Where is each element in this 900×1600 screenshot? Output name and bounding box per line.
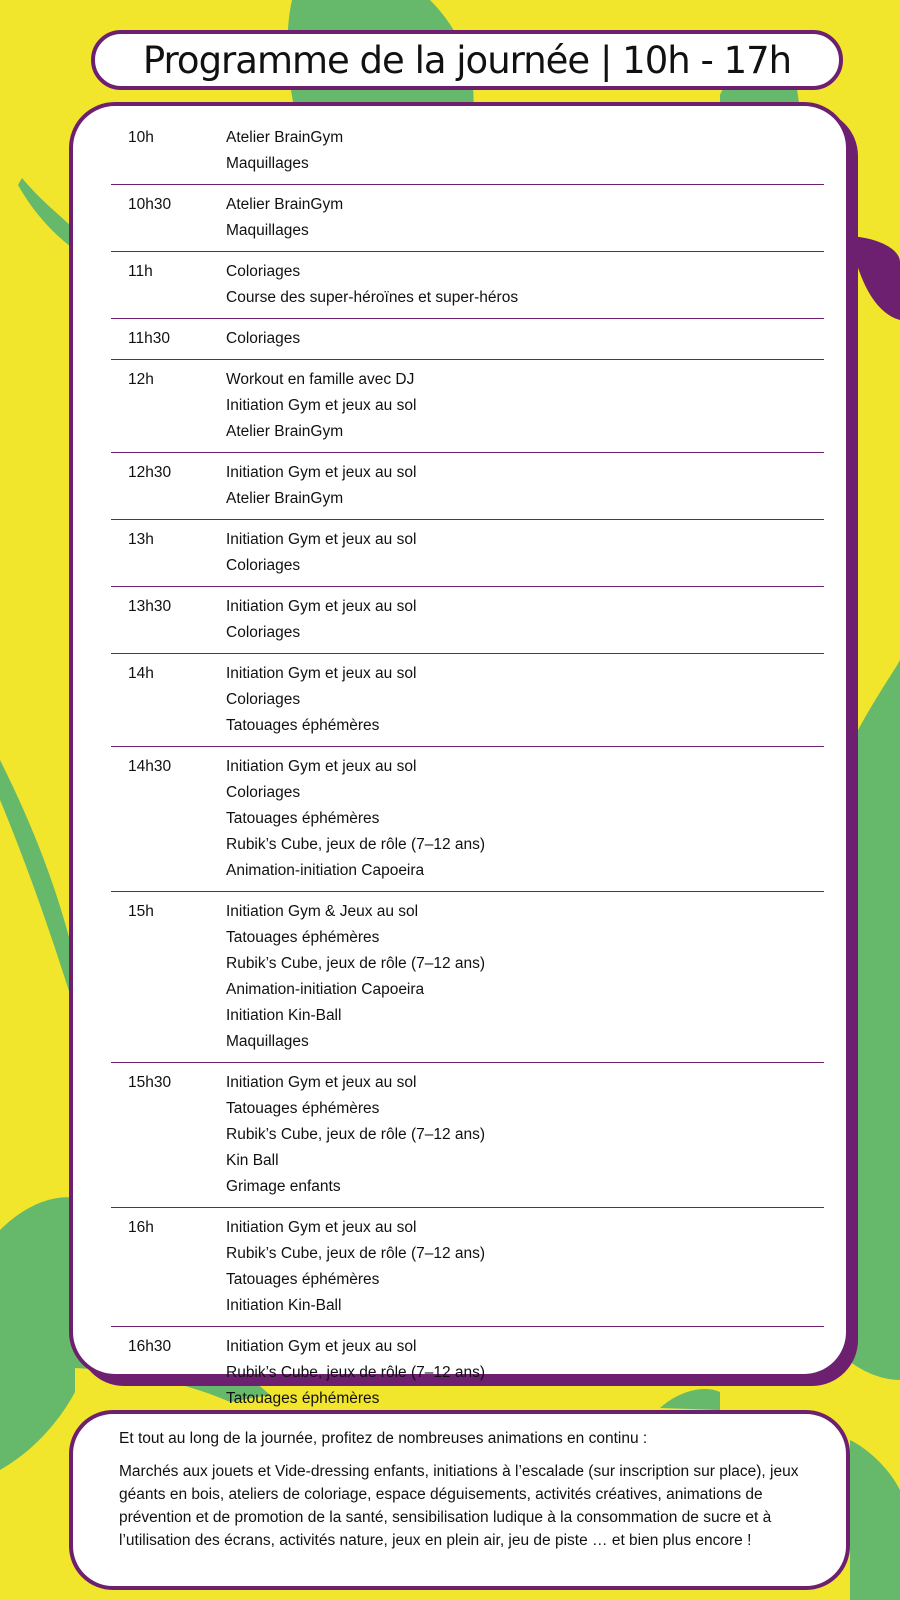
activity-item: Course des super-héroïnes et super-héros — [226, 289, 519, 306]
activity-list — [226, 527, 824, 579]
activity-item: Initiation Gym et jeux au sol — [226, 1219, 417, 1236]
activity-item: Rubik’s Cube, jeux de rôle (7–12 ans) — [226, 1364, 486, 1381]
activity-list — [226, 326, 824, 352]
activity-item: Coloriages — [226, 624, 301, 641]
activity-item: Tatouages éphémères — [226, 1100, 380, 1117]
time-slot: 11h30 — [128, 330, 170, 347]
activity-item: Tatouages éphémères — [226, 810, 380, 827]
activity-item: Initiation Kin-Ball — [226, 1297, 342, 1314]
activity-item: Coloriages — [226, 330, 301, 347]
activity-item: Kin Ball — [226, 1152, 279, 1169]
schedule-row — [111, 892, 824, 1063]
schedule-row — [111, 360, 824, 453]
activity-item: Rubik’s Cube, jeux de rôle (7–12 ans) — [226, 1245, 486, 1262]
activity-item: Initiation Gym et jeux au sol — [226, 598, 417, 615]
activity-list — [226, 1070, 824, 1200]
time-slot: 15h30 — [128, 1074, 172, 1091]
leaf-shape-left-bottom — [0, 1197, 75, 1470]
time-slot: 10h30 — [128, 196, 172, 213]
activity-item: Initiation Gym et jeux au sol — [226, 531, 417, 548]
leaf-stem-left-mid — [0, 760, 75, 1010]
time-slot: 11h — [128, 263, 153, 280]
time-slot: 10h — [128, 129, 154, 146]
schedule-row — [111, 319, 824, 360]
activity-item: Coloriages — [226, 263, 301, 280]
activity-list — [226, 899, 824, 1055]
activity-item: Initiation Gym et jeux au sol — [226, 758, 417, 775]
activity-item: Rubik’s Cube, jeux de rôle (7–12 ans) — [226, 1126, 486, 1143]
continuous-activities-list: Marchés aux jouets et Vide-dressing enfants, initiations à l’escalade (sur inscription sur place), jeux géants en bois, ateliers de coloriage, espace déguisements, activités créatives, animations de prévention et de promotion de la santé, sensibilisation ludique à la consommation de sucre et à l’utilisation des écrans, activités nature, jeux en plein air, jeu de piste … et bien plus encore ! — [119, 1463, 799, 1549]
activity-list — [226, 661, 824, 739]
activity-item: Initiation Gym & Jeux au sol — [226, 903, 419, 920]
activity-item: Atelier BrainGym — [226, 129, 344, 146]
title-banner — [91, 30, 843, 90]
activity-item: Grimage enfants — [226, 1178, 341, 1195]
time-slot: 16h30 — [128, 1338, 172, 1355]
activity-item: Tatouages éphémères — [226, 717, 380, 734]
page-title: Programme de la journée | 10h - 17h — [142, 38, 792, 82]
time-slot: 14h30 — [128, 758, 172, 775]
activity-list — [226, 367, 824, 445]
activity-item: Atelier BrainGym — [226, 196, 344, 213]
activity-list — [226, 192, 824, 244]
time-slot: 13h — [128, 531, 154, 548]
activity-item: Animation-initiation Capoeira — [226, 862, 425, 879]
time-slot: 13h30 — [128, 598, 172, 615]
leaf-stem-left — [18, 178, 75, 250]
activity-item: Coloriages — [226, 784, 301, 801]
activity-list — [226, 594, 824, 646]
activity-item: Atelier BrainGym — [226, 490, 344, 507]
time-slot: 16h — [128, 1219, 154, 1236]
activity-item: Animation-initiation Capoeira — [226, 981, 425, 998]
activity-item: Maquillages — [226, 222, 309, 239]
schedule-card — [69, 102, 850, 1407]
continuous-activities-card — [69, 1410, 850, 1590]
time-slot: 12h30 — [128, 464, 172, 481]
schedule-row — [111, 587, 824, 654]
leaf-shape-right-bottom — [850, 1440, 900, 1600]
activity-list — [226, 1215, 824, 1319]
schedule-row — [111, 747, 824, 892]
activity-item: Atelier BrainGym — [226, 423, 344, 440]
activity-item: Initiation Gym et jeux au sol — [226, 1338, 417, 1355]
schedule-row — [111, 654, 824, 747]
activity-item: Tatouages éphémères — [226, 1390, 380, 1407]
activity-list — [226, 259, 824, 311]
time-slot: 15h — [128, 903, 154, 920]
schedule-row — [111, 252, 824, 319]
schedule-row — [111, 1063, 824, 1208]
schedule-row — [111, 453, 824, 520]
schedule-row — [111, 520, 824, 587]
activity-item: Coloriages — [226, 691, 301, 708]
activity-item: Initiation Gym et jeux au sol — [226, 397, 417, 414]
activity-item: Tatouages éphémères — [226, 1271, 380, 1288]
activity-list — [226, 754, 824, 884]
activity-item: Initiation Gym et jeux au sol — [226, 665, 417, 682]
activity-list — [226, 125, 824, 177]
activity-item: Maquillages — [226, 1033, 309, 1050]
schedule-table — [111, 118, 824, 1445]
time-slot: 12h — [128, 371, 154, 388]
activity-item: Initiation Gym et jeux au sol — [226, 464, 417, 481]
schedule-row — [111, 118, 824, 185]
activity-item: Rubik’s Cube, jeux de rôle (7–12 ans) — [226, 836, 486, 853]
schedule-row — [111, 185, 824, 252]
activity-item: Workout en famille avec DJ — [226, 371, 415, 388]
activity-item: Initiation Kin-Ball — [226, 1007, 342, 1024]
activity-item: Tatouages éphémères — [226, 929, 380, 946]
activity-item: Maquillages — [226, 155, 309, 172]
time-slot: 14h — [128, 665, 154, 682]
activity-item: Rubik’s Cube, jeux de rôle (7–12 ans) — [226, 955, 486, 972]
activity-list — [226, 460, 824, 512]
activity-item: Initiation Gym et jeux au sol — [226, 1074, 417, 1091]
activity-item: Coloriages — [226, 557, 301, 574]
continuous-activities-intro: Et tout au long de la journée, profitez de nombreuses animations en continu : — [119, 1430, 648, 1447]
schedule-row — [111, 1208, 824, 1327]
